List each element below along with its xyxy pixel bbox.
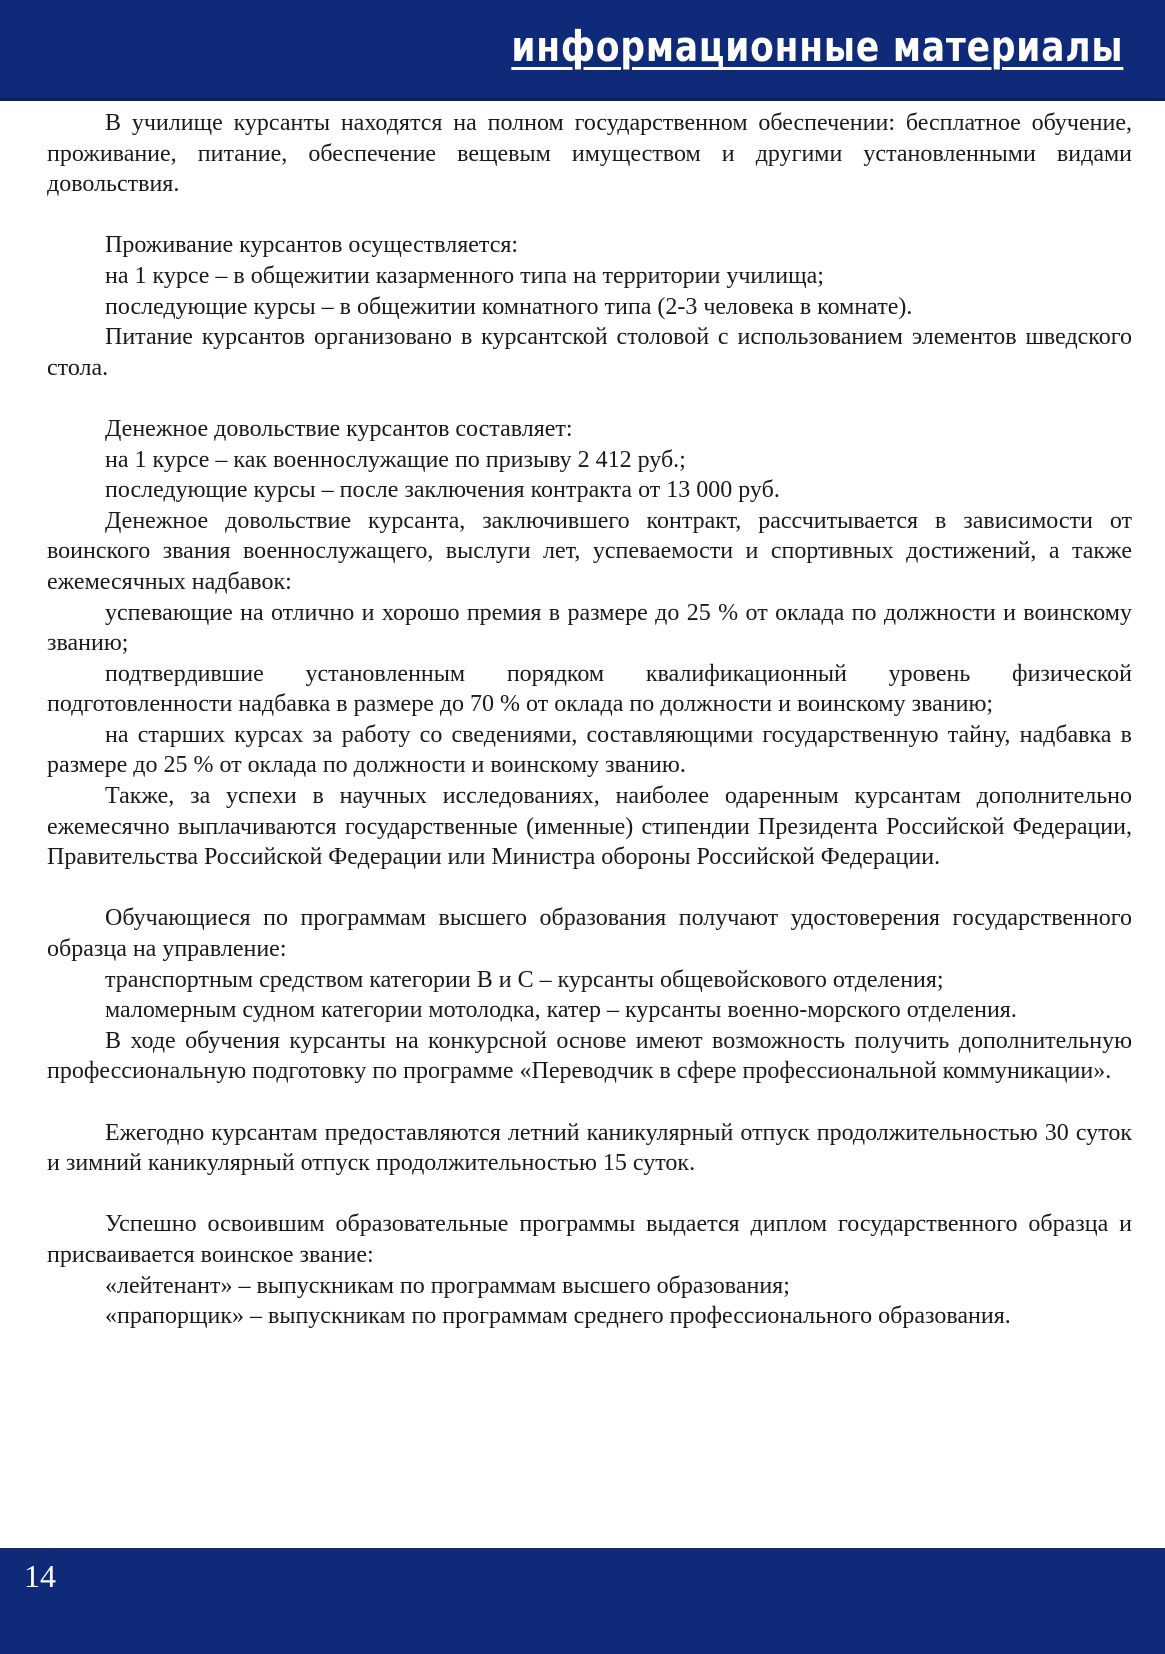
- paragraph: Успешно освоившим образовательные программы выдается диплом государственного образца и присваивается воинское звание:: [47, 1211, 1132, 1268]
- paragraph: В училище курсанты находятся на полном государственном обеспечении: бесплатное обучение, проживание, питание, обеспечение вещевым имуществом и другими установленными видами довольствия.: [47, 110, 1132, 198]
- paragraph: транспортным средством категории В и С – курсанты общевойскового отделения;: [105, 966, 944, 993]
- paragraph: на 1 курсе – в общежитии казарменного типа на территории училища;: [105, 262, 824, 289]
- paragraph: Денежное довольствие курсанта, заключившего контракт, рассчитывается в зависимости от воинского звания военнослужащего, выслуги лет, успеваемости и спортивных достижений, а также ежемесячных надбавок:: [47, 507, 1132, 595]
- paragraph: Денежное довольствие курсантов составляет:: [105, 415, 573, 442]
- paragraph: «прапорщик» – выпускникам по программам среднего профессионального образования.: [105, 1303, 1011, 1330]
- page-number: 14: [24, 1558, 56, 1594]
- paragraph: В ходе обучения курсанты на конкурсной основе имеют возможность получить дополнительную профессиональную подготовку по программе «Переводчик в сфере профессиональной коммуникации».: [47, 1027, 1132, 1085]
- paragraph: на 1 курсе – как военнослужащие по призыву 2 412 руб.;: [105, 446, 686, 473]
- paragraph: Питание курсантов организовано в курсантской столовой с использованием элементов шведского стола.: [47, 324, 1132, 381]
- paragraph: успевающие на отлично и хорошо премия в размере до 25 % от оклада по должности и воинскому званию;: [47, 599, 1132, 657]
- page-header: [0, 0, 1165, 101]
- paragraph: Обучающиеся по программам высшего образования получают удостоверения государственного образца на управление:: [47, 905, 1132, 963]
- paragraph: последующие курсы – после заключения контракта от 13 000 руб.: [105, 477, 780, 504]
- paragraph: маломерным судном категории мотолодка, катер – курсанты военно-морского отделения.: [105, 997, 1017, 1024]
- document-body: [47, 108, 1132, 1332]
- page-footer: [0, 1548, 1165, 1654]
- paragraph: на старших курсах за работу со сведениями, составляющими государственную тайну, надбавка в размере до 25 % от оклада по должности и воинскому званию.: [47, 721, 1132, 779]
- paragraph: подтвердившие установленным порядком квалификационный уровень физической подготовленности надбавка в размере до 70 % от оклада по должности и воинскому званию;: [47, 660, 1132, 718]
- paragraph: Также, за успехи в научных исследованиях, наиболее одаренным курсантам дополнительно ежемесячно выплачиваются государственные (именные) стипендии Президента Российской Федерации, Правительства Российской Федерации или Министра обороны Российской Федерации.: [47, 783, 1132, 871]
- paragraph: «лейтенант» – выпускникам по программам высшего образования;: [105, 1272, 790, 1299]
- section-title: информационные материалы: [511, 22, 1123, 71]
- paragraph: последующие курсы – в общежитии комнатного типа (2-3 человека в комнате).: [105, 293, 913, 320]
- paragraph: Ежегодно курсантам предоставляются летний каникулярный отпуск продолжительностью 30 суток и зимний каникулярный отпуск продолжительностью 15 суток.: [47, 1119, 1132, 1177]
- paragraph: Проживание курсантов осуществляется:: [105, 232, 519, 259]
